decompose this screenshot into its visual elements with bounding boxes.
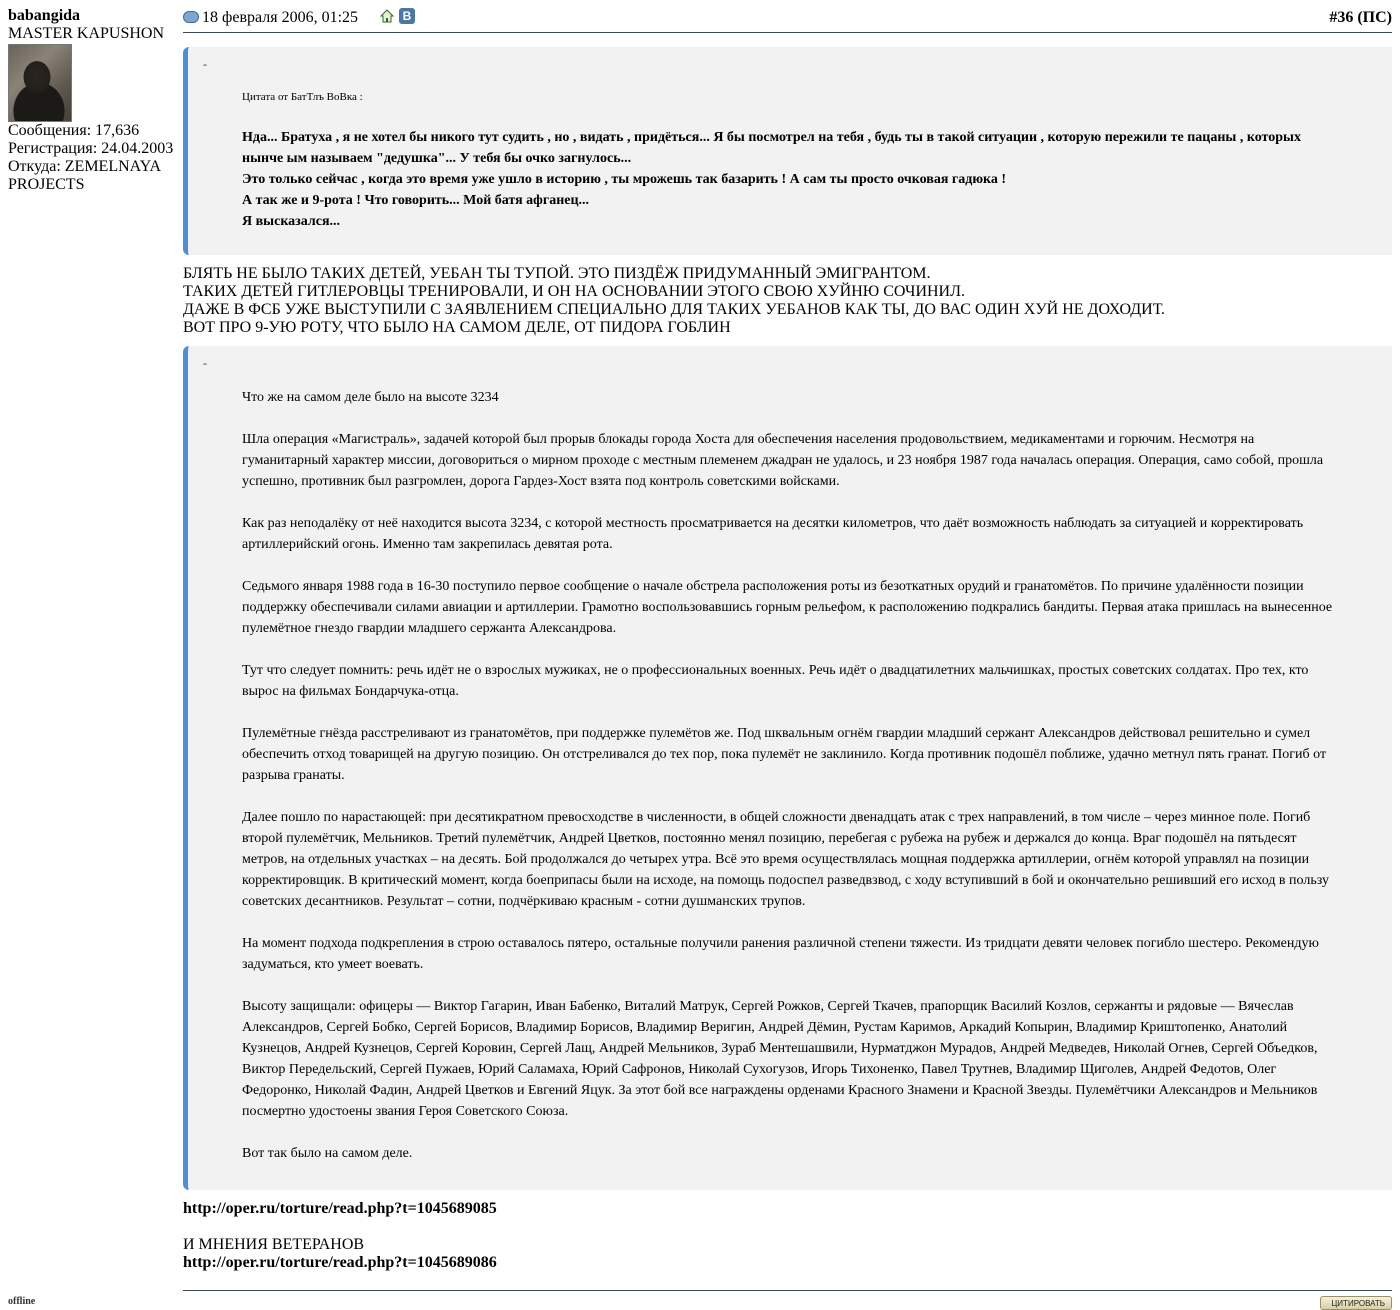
body-line: ВОТ ПРО 9-УЮ РОТУ, ЧТО БЫЛО НА САМОМ ДЕЛЕ, ОТ ПИДОРА ГОБЛИН [183,319,731,336]
user-status: offline [8,1296,36,1307]
user-location: Откуда: ZEMELNAYA [8,158,162,175]
quote-text: Что же на самом деле было на высоте 3234 Шла операция «Магистраль», задачей которой был прорыв блокады города Хоста для обеспечения населения продовольствием, медикаментами и горючим. Несмотря на гуманитарный характер миссии, договориться о мирном проходе с местным племенем джадран не удалось, и 23 ноября 1987 года началась операция. Операция, само собой, прошла успешно, противник был разгромлен, дорога Гардез-Хост взята под контроль советскими войсками. Как раз неподалёку от неё находится высота 3234, с которой местность просматривается на десятки километров, что даёт возможность наблюдать за ситуацией и корректировать артиллерийский огонь. Именно там закрепилась девятая рота. Седьмого января 1988 года в 16-30 поступило первое сообщение о начале обстрела расположения роты из безоткатных орудий и гранатомётов. По причине удалённости позиции поддержку обеспечивали силами авиации и артиллерии. Грамотно воспользовавшись горным рельефом, к расположению подкрались бандиты. Первая атака пришлась на вынесенное пулемётное гнездо гвардии младшего сержанта Александрова. Тут что следует помнить: речь идёт не о взрослых мужиках, не о профессиональных военных. Речь идёт о двадцатилетних мальчишках, простых советских солдатах. Про тех, кто вырос на фильмах Бондарчука-отца. Пулемётные гнёзда расстреливают из гранатомётов, при поддержке пулемётов же. Под шквальным огнём гвардии младший сержант Александров действовал решительно и сумел обеспечить отход товарищей на другую позицию. Он отстреливался до тех пор, пока пулемёт не заклинило. Когда противник подошёл поближе, удачно метнул пять гранат. Погиб от разрыва гранаты. Далее пошло по нарастающей: при десятикратном превосходстве в численности, в общей сложности двенадцать атак с трех направлений, в том числе – через минное поле. Погиб второй пулемётчик, Мельников. Третий пулемётчик, Андрей Цветков, постоянно менял позицию, перебегая с рубежа на рубеж и держался до конца. Враг подошёл на пятьдесят метров, на отдельных участках – на десять. Бой продолжался до четырех утра. Всё это время осуществлялась мощная поддержка артиллерии, огнём которой управлял на позиции корректировщик. В критический момент, когда боеприпасы были на исходе, на помощь подоспел разведвзвод, с ходу вступивший в бой и окончательно решивший его исход в пользу советских десантников. Результат – сотни, подчёркиваю красным - сотни душманских трупов. На момент подхода подкрепления в строю оставалось пятеро, остальные получили ранения различной степени тяжести. Из тридцати девяти человек погибло шестеро. Рекомендую задуматься, кто умеет воевать. Высоту защищали: офицеры — Виктор Гагарин, Иван Бабенко, Виталий Матрук, Сергей Рожков, Сергей Ткачев, прапорщик Василий Козлов, сержанты и рядовые — Вячеслав Александров, Сергей Бобко, Сергей Борисов, Владимир Борисов, Владимир Веригин, Андрей Дёмин, Рустам Каримов, Аркадий Копырин, Владимир Криштопенко, Анатолий Кузнецов, Андрей Кузнецов, Сергей Коровин, Сергей Лащ, Андрей Мельников, Зураб Ментешашвили, Нурматджон Мурадов, Андрей Медведев, Николай Огнев, Сергей Объедков, Виктор Передельский, Сергей Пужаев, Юрий Саламаха, Юрий Сафронов, Николай Сухогузов, Игорь Тихоненко, Павел Трутнев, Владимир Щиголев, Андрей Федотов, Олег Федоронко, Николай Фадин, Андрей Цветков и Евгений Яцук. За этот бой все награждены орденами Красного Знамени и Красной Звезды. Пулемётчики Александров и Мельников посмертно удостоены звания Героя Советского Союза. Вот так было на самом деле. [242,390,1333,1161]
post-icon [183,11,199,23]
post-header [183,0,1392,33]
post-body [183,265,1165,337]
user-location-2: PROJECTS [8,176,85,193]
link-2[interactable]: http://oper.ru/torture/read.php?t=1045689086 [183,1254,497,1271]
user-registration: Регистрация: 24.04.2003 [8,140,174,157]
post [183,0,1392,1308]
user-info [8,7,178,194]
home-icon[interactable] [380,9,394,23]
user-messages: Сообщения: 17,636 [8,122,140,139]
quote-dash: - [203,356,207,370]
post-links [183,1200,497,1272]
quote-block [183,47,1392,255]
username[interactable]: babangida [8,7,81,24]
body-line: ТАКИХ ДЕТЕЙ ГИТЛЕРОВЦЫ ТРЕНИРОВАЛИ, И ОН НА ОСНОВАНИИ ЭТОГО СВОЮ ХУЙНЮ СОЧИНИЛ. [183,283,965,300]
quote-text: Нда... Братуха , я не хотел бы никого тут судить , но , видать , придёться... Я бы посмотрел на тебя , будь ты в такой ситуации , которую пережили те пацаны , которых нынче ым называем "дедушка"... У тебя бы очко загнулось... Это только сейчас , когда это время уже ушло в историю , ты мрожешь так базарить ! А сам ты просто очковая гадюка ! А так же и 9-рота ! Что говорить... Мой батя афганец... Я высказался... [242,130,1301,229]
quote-cite: Цитата от БатТлъ ВоВка : [242,91,363,103]
veterans-text: И МНЕНИЯ ВЕТЕРАНОВ [183,1236,365,1253]
quote-block-2 [183,346,1392,1190]
body-line: БЛЯТЬ НЕ БЫЛО ТАКИХ ДЕТЕЙ, УЕБАН ТЫ ТУПОЙ. ЭТО ПИЗДЁЖ ПРИДУМАННЫЙ ЭМИГРАНТОМ. [183,265,931,282]
quote-dash: - [203,57,207,71]
link-1[interactable]: http://oper.ru/torture/read.php?t=1045689085 [183,1200,497,1217]
post-date: 18 февраля 2006, 01:25 [202,9,359,26]
avatar [8,44,72,122]
quote-button[interactable]: ЦИТИРОВАТЬ [1320,1296,1392,1310]
post-number[interactable]: #36 (ПС) [1329,9,1392,26]
user-title: MASTER KAPUSHON [8,25,165,42]
body-line: ДАЖЕ В ФСБ УЖЕ ВЫСТУПИЛИ С ЗАЯВЛЕНИЕМ СПЕЦИАЛЬНО ДЛЯ ТАКИХ УЕБАНОВ КАК ТЫ, ДО ВАС ОДИН ХУЙ НЕ ДОХОДИТ. [183,301,1165,318]
vk-icon[interactable]: В [399,8,415,24]
post-footer-divider [183,1290,1392,1291]
